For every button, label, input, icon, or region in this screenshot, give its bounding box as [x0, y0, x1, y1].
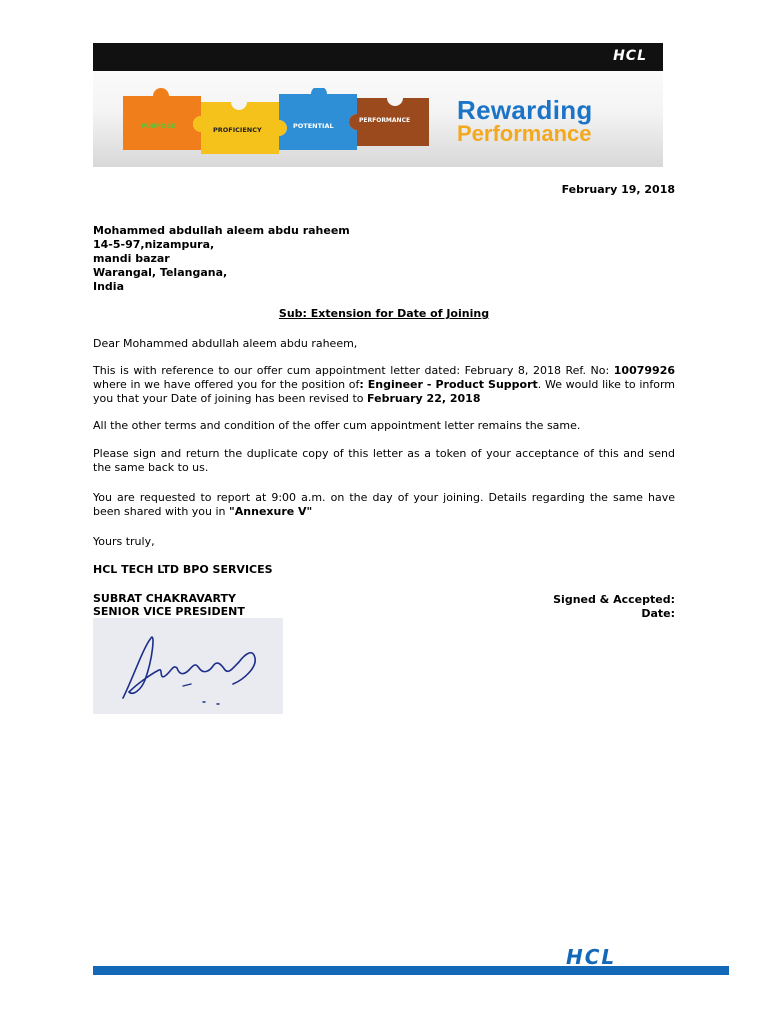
para1-text-1: This is with reference to our offer cum appointment letter dated: February 8, 2018 Ref. No:: [93, 364, 610, 377]
svg-text:PURPOSE: PURPOSE: [141, 122, 176, 130]
signature-image: [93, 618, 283, 714]
banner-title-performance: Performance: [457, 121, 592, 146]
recipient-address-line3: Warangal, Telangana,: [93, 266, 228, 279]
paragraph-reference: [93, 364, 675, 406]
hcl-logo: HCL: [613, 48, 647, 64]
puzzle-pieces-graphic: [123, 88, 443, 158]
paragraph-terms: All the other terms and condition of the offer cum appointment letter remains the same.: [93, 419, 581, 432]
footer-logo-tab: [520, 930, 750, 970]
recipient-address-line4: India: [93, 280, 124, 293]
reference-number: 10079926: [613, 364, 675, 377]
puzzle-piece-purpose: [123, 88, 201, 150]
svg-text:POTENTIAL: POTENTIAL: [293, 122, 334, 130]
svg-text:PROFICIENCY: PROFICIENCY: [213, 126, 262, 134]
subject-line: Sub: Extension for Date of Joining: [278, 307, 490, 320]
signed-accepted-label: Signed & Accepted:: [553, 593, 675, 606]
banner-title-rewarding: Rewarding: [457, 95, 593, 125]
company-name: HCL TECH LTD BPO SERVICES: [93, 563, 273, 576]
header-banner: [93, 43, 663, 167]
puzzle-piece-potential: [279, 88, 357, 150]
letter-date: February 19, 2018: [561, 183, 675, 196]
salutation: Dear Mohammed abdullah aleem abdu raheem,: [93, 337, 358, 350]
puzzle-piece-proficiency: [193, 102, 287, 154]
signatory-name: SUBRAT CHAKRAVARTY: [93, 592, 236, 605]
recipient-name: Mohammed abdullah aleem abdu raheem: [93, 224, 350, 237]
banner-top-bar: [93, 43, 663, 71]
puzzle-piece-performance: [349, 98, 429, 146]
position-title: : Engineer - Product Support: [359, 378, 538, 391]
para4-text: You are requested to report at 9:00 a.m. on the day of your joining. Details regarding the same have been shared with you in: [93, 491, 675, 518]
annexure-reference: "Annexure V": [229, 505, 313, 518]
para1-text-2: where in we have offered you for the position of: [93, 378, 360, 391]
date-label: Date:: [641, 607, 675, 620]
paragraph-sign-return: Please sign and return the duplicate copy of this letter as a token of your acceptance of this and send the same back to us.: [93, 447, 675, 474]
handwritten-signature: [93, 618, 283, 714]
svg-text:PERFORMANCE: PERFORMANCE: [359, 117, 411, 124]
paragraph-report-time: [93, 491, 675, 519]
footer-bar: [93, 966, 729, 975]
signatory-title: SENIOR VICE PRESIDENT: [93, 605, 245, 618]
footer-hcl-logo: HCL: [566, 945, 617, 969]
recipient-address-line1: 14-5-97,nizampura,: [93, 238, 215, 251]
para1-text-3: . We would like to inform you that your Date of joining has been revised to: [93, 378, 675, 405]
revised-joining-date: February 22, 2018: [367, 392, 481, 405]
recipient-address-line2: mandi bazar: [93, 252, 170, 265]
closing: Yours truly,: [93, 535, 155, 548]
